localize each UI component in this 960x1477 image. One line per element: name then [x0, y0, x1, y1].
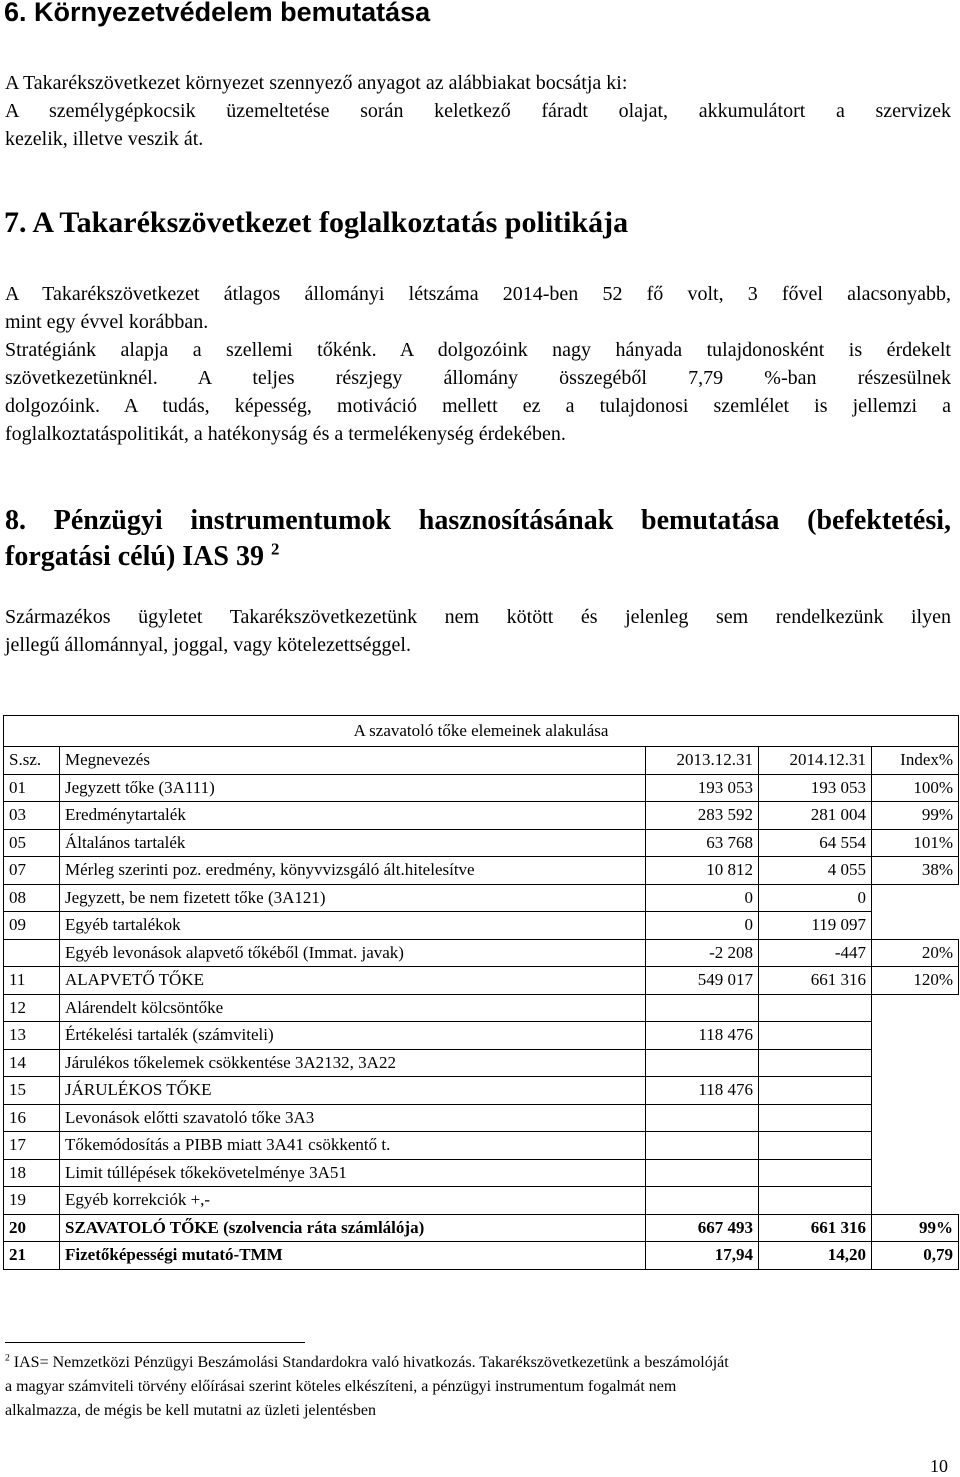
- table-row: [4, 1159, 959, 1187]
- section8-heading: [5, 503, 951, 575]
- row-number: 03: [4, 802, 60, 830]
- section7-heading: 7. A Takarékszövetkezet foglalkoztatás politikája: [4, 206, 629, 239]
- capital-table: [3, 715, 959, 1270]
- section6-paragraph: [5, 69, 951, 153]
- row-value-2013: [646, 1159, 759, 1187]
- row-value-2014: 193 053: [759, 774, 872, 802]
- row-value-2013: 17,94: [646, 1242, 759, 1270]
- row-value-2013: 10 812: [646, 857, 759, 885]
- section8-heading-line-2: [5, 539, 951, 575]
- row-name: Jegyzett tőke (3A111): [60, 774, 646, 802]
- section7-line-6: foglalkoztatáspolitikát, a hatékonyság és a termelékenység érdekében.: [5, 423, 566, 445]
- row-value-2013: [646, 1187, 759, 1215]
- row-number: 19: [4, 1187, 60, 1215]
- row-number: 11: [4, 967, 60, 995]
- section7-line-2: mint egy évvel korábban.: [5, 311, 209, 333]
- row-name: Mérleg szerinti poz. eredmény, könyvvizsgáló ált.hitelesítve: [60, 857, 646, 885]
- row-number: 09: [4, 912, 60, 940]
- row-index: 20%: [872, 939, 959, 967]
- row-name: Egyéb korrekciók +,-: [60, 1187, 646, 1215]
- row-value-2014: [759, 994, 872, 1022]
- row-value-2014: 14,20: [759, 1242, 872, 1270]
- row-value-2013: [646, 994, 759, 1022]
- table-row: [4, 1214, 959, 1242]
- section7-line-3: Stratégiánk alapja a szellemi tőkénk. A dolgozóink nagy hányada tulajdonosként is érdekelt: [5, 339, 951, 361]
- row-number: 13: [4, 1022, 60, 1050]
- section6-line-1: A Takarékszövetkezet környezet szennyező anyagot az alábbiakat bocsátja ki:: [5, 72, 628, 94]
- row-name: Értékelési tartalék (számviteli): [60, 1022, 646, 1050]
- section6-line-3: kezelik, illetve veszik át.: [5, 128, 204, 150]
- row-index: [872, 994, 959, 1022]
- row-index: [872, 912, 959, 940]
- row-index: 101%: [872, 829, 959, 857]
- row-value-2014: [759, 1104, 872, 1132]
- section8-paragraph: [5, 603, 951, 659]
- row-value-2014: 119 097: [759, 912, 872, 940]
- row-name: Egyéb tartalékok: [60, 912, 646, 940]
- row-number: 15: [4, 1077, 60, 1105]
- row-number: 17: [4, 1132, 60, 1160]
- row-name: Limit túllépések tőkekövetelménye 3A51: [60, 1159, 646, 1187]
- table-row: [4, 912, 959, 940]
- row-number: 01: [4, 774, 60, 802]
- row-index: [872, 884, 959, 912]
- section8-heading-line-1: 8. Pénzügyi instrumentumok hasznosításának bemutatása (befektetési,: [5, 505, 951, 536]
- row-number: 18: [4, 1159, 60, 1187]
- row-name: Járulékos tőkelemek csökkentése 3A2132, 3A22: [60, 1049, 646, 1077]
- row-value-2014: [759, 1077, 872, 1105]
- row-name: SZAVATOLÓ TŐKE (szolvencia ráta számlálója): [60, 1214, 646, 1242]
- footnote-reference: 2: [270, 539, 280, 559]
- row-value-2014: 661 316: [759, 967, 872, 995]
- row-index: 99%: [872, 802, 959, 830]
- table-header-row: [4, 747, 959, 775]
- row-index: [872, 1132, 959, 1160]
- row-name: Egyéb levonások alapvető tőkéből (Immat. javak): [60, 939, 646, 967]
- row-value-2014: 281 004: [759, 802, 872, 830]
- table-row: [4, 1187, 959, 1215]
- footnote-text-1: IAS= Nemzetközi Pénzügyi Beszámolási Standardokra való hivatkozás. Takarékszövetkezetünk a beszámolóját: [9, 1354, 729, 1371]
- row-name: Levonások előtti szavatoló tőke 3A3: [60, 1104, 646, 1132]
- table-row: [4, 774, 959, 802]
- row-index: 38%: [872, 857, 959, 885]
- row-value-2014: [759, 1159, 872, 1187]
- row-name: ALAPVETŐ TŐKE: [60, 967, 646, 995]
- row-index: [872, 1104, 959, 1132]
- row-value-2013: 118 476: [646, 1077, 759, 1105]
- row-number: 20: [4, 1214, 60, 1242]
- row-number: 14: [4, 1049, 60, 1077]
- row-value-2013: [646, 1049, 759, 1077]
- section7-paragraph: [5, 280, 951, 448]
- row-value-2014: 661 316: [759, 1214, 872, 1242]
- table-row: [4, 939, 959, 967]
- row-name: Általános tartalék: [60, 829, 646, 857]
- row-number: 16: [4, 1104, 60, 1132]
- row-name: Tőkemódosítás a PIBB miatt 3A41 csökkentő t.: [60, 1132, 646, 1160]
- section7-line-5: dolgozóink. A tudás, képesség, motiváció mellett ez a tulajdonosi szemlélet is jellemzi a: [5, 395, 951, 417]
- table-row: [4, 1132, 959, 1160]
- table-row: [4, 802, 959, 830]
- row-value-2013: 549 017: [646, 967, 759, 995]
- table-row: [4, 1049, 959, 1077]
- row-value-2014: 0: [759, 884, 872, 912]
- table-row: [4, 1077, 959, 1105]
- row-number: 07: [4, 857, 60, 885]
- table-row: [4, 967, 959, 995]
- row-value-2013: 283 592: [646, 802, 759, 830]
- header-2013: 2013.12.31: [646, 747, 759, 775]
- row-name: Eredménytartalék: [60, 802, 646, 830]
- footnote: [5, 1351, 951, 1423]
- row-value-2013: 667 493: [646, 1214, 759, 1242]
- section8-line-1: Származékos ügyletet Takarékszövetkezetünk nem kötött és jelenleg sem rendelkezünk ilyen: [5, 606, 951, 628]
- row-value-2013: 0: [646, 884, 759, 912]
- row-index: [872, 1077, 959, 1105]
- page-number: 10: [930, 1456, 948, 1476]
- row-value-2014: 4 055: [759, 857, 872, 885]
- row-value-2013: 0: [646, 912, 759, 940]
- row-index: 120%: [872, 967, 959, 995]
- section8-heading-text: forgatási célú) IAS 39: [5, 541, 264, 572]
- row-name: Alárendelt kölcsöntőke: [60, 994, 646, 1022]
- section6-line-2: A személygépkocsik üzemeltetése során keletkező fáradt olajat, akkumulátort a szervizek: [5, 100, 951, 122]
- row-number: 05: [4, 829, 60, 857]
- row-index: [872, 1187, 959, 1215]
- header-no: S.sz.: [4, 747, 60, 775]
- section7-line-4: szövetkezetünknél. A teljes részjegy állomány összegéből 7,79 %-ban részesülnek: [5, 367, 951, 389]
- header-name: Megnevezés: [60, 747, 646, 775]
- table-row: [4, 994, 959, 1022]
- table-row: [4, 1022, 959, 1050]
- row-value-2013: 193 053: [646, 774, 759, 802]
- section6-heading: 6. Környezetvédelem bemutatása: [4, 0, 431, 27]
- row-value-2014: [759, 1022, 872, 1050]
- row-value-2013: 118 476: [646, 1022, 759, 1050]
- row-name: Jegyzett, be nem fizetett tőke (3A121): [60, 884, 646, 912]
- row-value-2014: [759, 1187, 872, 1215]
- table-row: [4, 829, 959, 857]
- footnote-line-1: [5, 1351, 951, 1375]
- row-index: 0,79: [872, 1242, 959, 1270]
- footnote-line-2: a magyar számviteli törvény előírásai szerint köteles elkészíteni, a pénzügyi instrumentum fogalmát nem: [5, 1378, 677, 1395]
- table-row: [4, 1104, 959, 1132]
- header-index: Index%: [872, 747, 959, 775]
- header-2014: 2014.12.31: [759, 747, 872, 775]
- table-title-row: [4, 716, 959, 747]
- row-value-2014: [759, 1132, 872, 1160]
- row-index: [872, 1022, 959, 1050]
- row-index: 100%: [872, 774, 959, 802]
- row-value-2013: [646, 1104, 759, 1132]
- row-number: 21: [4, 1242, 60, 1270]
- table-row: [4, 1242, 959, 1270]
- row-number: 08: [4, 884, 60, 912]
- section7-line-1: A Takarékszövetkezet átlagos állományi létszáma 2014-ben 52 fő volt, 3 fővel alacsonyabb,: [5, 283, 951, 305]
- row-index: 99%: [872, 1214, 959, 1242]
- row-index: [872, 1049, 959, 1077]
- table-row: [4, 857, 959, 885]
- table-title: A szavatoló tőke elemeinek alakulása: [4, 716, 959, 747]
- row-number: 12: [4, 994, 60, 1022]
- row-name: JÁRULÉKOS TŐKE: [60, 1077, 646, 1105]
- row-value-2013: [646, 1132, 759, 1160]
- row-value-2014: 64 554: [759, 829, 872, 857]
- row-value-2014: [759, 1049, 872, 1077]
- footnote-separator: [5, 1342, 305, 1343]
- row-name: Fizetőképességi mutató-TMM: [60, 1242, 646, 1270]
- row-index: [872, 1159, 959, 1187]
- row-value-2013: 63 768: [646, 829, 759, 857]
- footnote-number: 2: [5, 1352, 10, 1364]
- row-value-2013: -2 208: [646, 939, 759, 967]
- row-number: [4, 939, 60, 967]
- row-value-2014: -447: [759, 939, 872, 967]
- footnote-line-3: alkalmazza, de mégis be kell mutatni az üzleti jelentésben: [5, 1402, 376, 1419]
- table-row: [4, 884, 959, 912]
- section8-line-2: jellegű állománnyal, joggal, vagy kötelezettséggel.: [5, 634, 411, 656]
